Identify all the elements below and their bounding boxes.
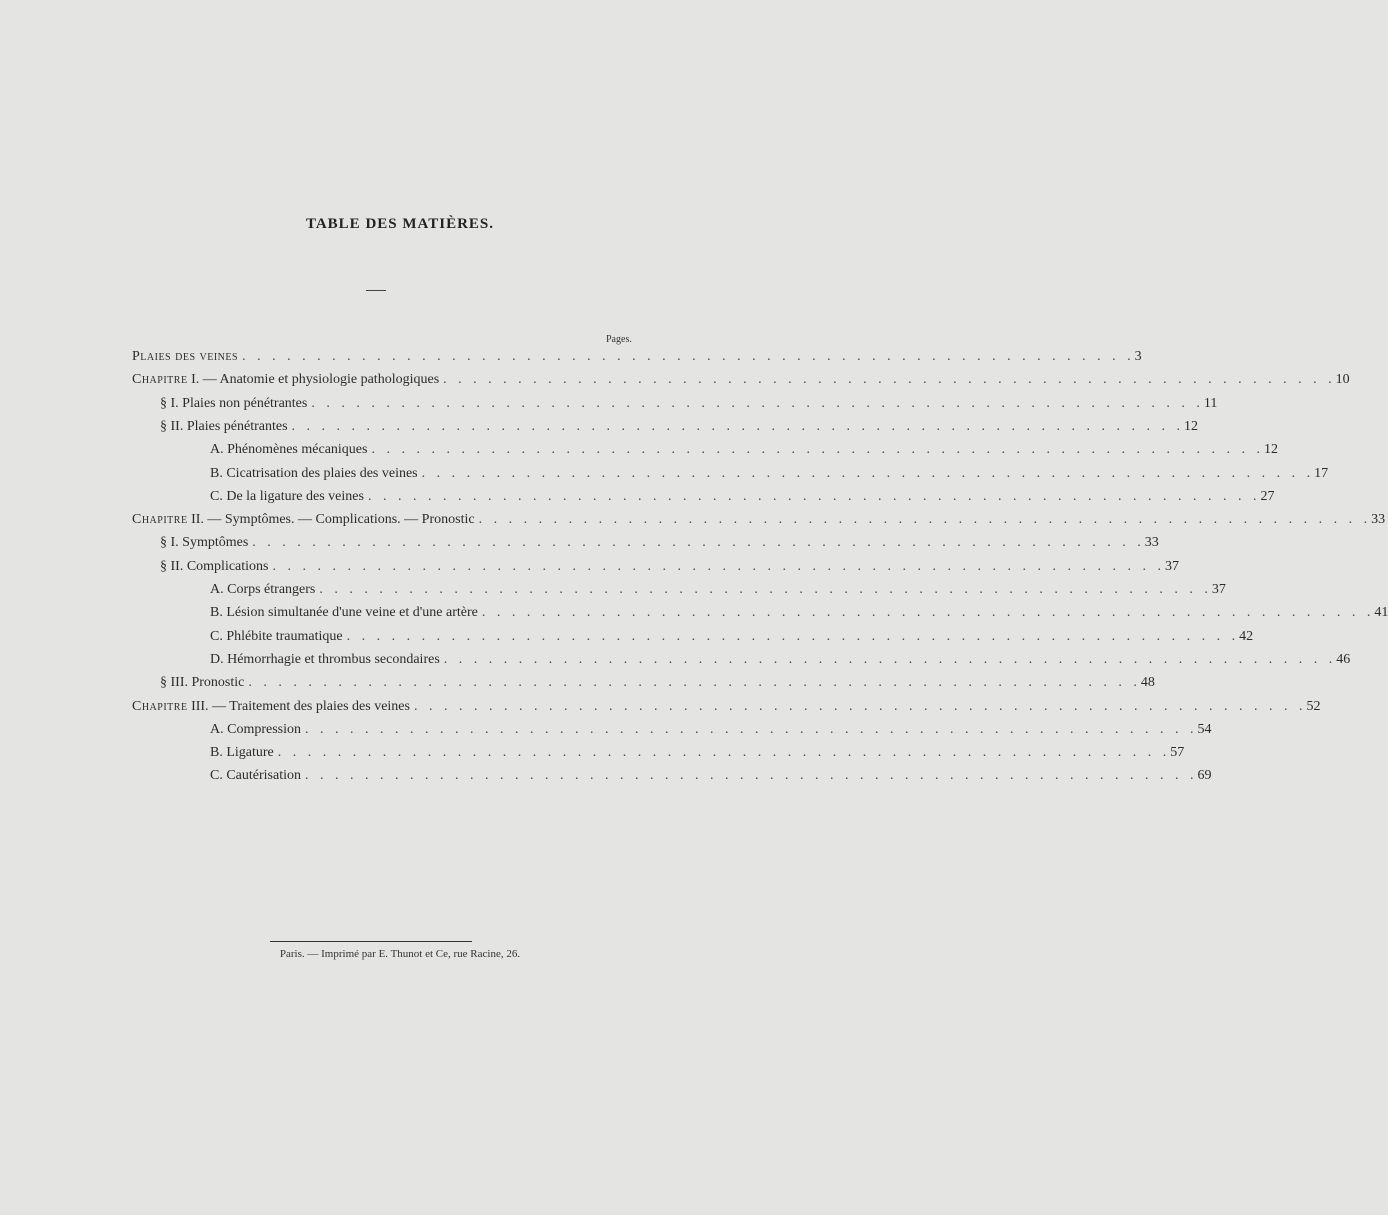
toc-entry-label: Chapitre III. — Traitement des plaies des veines xyxy=(132,698,410,714)
toc-entry-page: 37 xyxy=(1211,582,1226,597)
toc-entry xyxy=(210,439,1278,461)
toc-entry xyxy=(160,416,1199,438)
dot-leader: . . . . . . . . . . . . . . . . . . . . . . . . . . . . . . . . . . . . . . . . . . . . . . . . . . . . . . . . . . . . xyxy=(291,418,1185,434)
pages-column-label: Pages. xyxy=(606,334,632,345)
toc-entry-label: B. Cicatrisation des plaies des veines xyxy=(210,465,418,481)
dot-leader: . . . . . . . . . . . . . . . . . . . . . . . . . . . . . . . . . . . . . . . . . . . . . . . . . . . . . . . . . . . . xyxy=(319,582,1212,597)
toc-entry-page: 33 xyxy=(1144,535,1159,551)
toc-entry xyxy=(210,463,1329,485)
toc-entry xyxy=(160,556,1179,578)
toc-entry-label: Chapitre I. — Anatomie et physiologie pathologiques xyxy=(132,372,440,388)
toc-entry-label: B. Lésion simultanée d'une veine et d'une artère xyxy=(210,605,478,621)
dot-leader: . . . . . . . . . . . . . . . . . . . . . . . . . . . . . . . . . . . . . . . . . . . . . . . . . . . . . . . . . . . . xyxy=(367,488,1261,504)
toc-entry-label: § II. Complications xyxy=(160,558,269,574)
toc-entry-page: 69 xyxy=(1197,768,1212,784)
toc-entry-label: § II. Plaies pénétrantes xyxy=(160,418,288,434)
dot-leader: . . . . . . . . . . . . . . . . . . . . . . . . . . . . . . . . . . . . . . . . . . . . . . . . . . . . . . . . . . . . xyxy=(248,675,1141,691)
toc-entry-page: 3 xyxy=(1134,349,1142,364)
toc-entry-page: 41 xyxy=(1374,605,1388,621)
toc-entry-page: 10 xyxy=(1335,372,1350,388)
toc-entry xyxy=(210,719,1212,741)
toc-entry-label: § I. Plaies non pénétrantes xyxy=(160,395,308,411)
printer-imprint: Paris. — Imprimé par E. Thunot et Ce, rue Racine, 26. xyxy=(279,948,521,960)
dot-leader: . . . . . . . . . . . . . . . . . . . . . . . . . . . . . . . . . . . . . . . . . . . . . . . . . . . . . . . . . . . . xyxy=(478,512,1372,528)
toc-entry-label: B. Ligature xyxy=(210,745,274,761)
toc-entry xyxy=(132,509,1386,531)
toc-entry-label: Chapitre II. — Symptômes. — Complications. — Pronostic xyxy=(132,512,475,528)
toc-entry-label: A. Phénomènes mécaniques xyxy=(210,442,368,458)
toc-entry xyxy=(160,672,1155,694)
dot-leader: . . . . . . . . . . . . . . . . . . . . . . . . . . . . . . . . . . . . . . . . . . . . . . . . . . . . . . . . . . . . xyxy=(242,349,1135,364)
toc-entry xyxy=(132,696,1321,718)
toc-entry-label: A. Corps étrangers xyxy=(210,582,316,597)
toc-entry-label: C. De la ligature des veines xyxy=(210,488,364,504)
toc-entry-label: Plaies des veines xyxy=(132,349,239,364)
toc-entry xyxy=(210,649,1351,671)
toc-entry xyxy=(132,369,1350,391)
dot-leader: . . . . . . . . . . . . . . . . . . . . . . . . . . . . . . . . . . . . . . . . . . . . . . . . . . . . . . . . . . . . xyxy=(443,651,1337,667)
title-divider xyxy=(366,290,386,291)
show-through-texture xyxy=(205,120,211,146)
toc-entry xyxy=(160,532,1159,554)
dot-leader: . . . . . . . . . . . . . . . . . . . . . . . . . . . . . . . . . . . . . . . . . . . . . . . . . . . . . . . . . . . . xyxy=(443,372,1336,388)
dot-leader: . . . . . . . . . . . . . . . . . . . . . . . . . . . . . . . . . . . . . . . . . . . . . . . . . . . . . . . . . . . . xyxy=(346,628,1240,644)
toc-entry-page: 12 xyxy=(1184,418,1199,434)
dot-leader: . . . . . . . . . . . . . . . . . . . . . . . . . . . . . . . . . . . . . . . . . . . . . . . . . . . . . . . . . . . . xyxy=(277,745,1171,761)
toc-entry-page: 48 xyxy=(1140,675,1155,691)
toc-entry xyxy=(132,346,1142,368)
toc-entry-page: 37 xyxy=(1165,558,1179,574)
toc-title: TABLE DES MATIÈRES. xyxy=(305,216,495,232)
toc-entry-label: A. Compression xyxy=(210,721,301,737)
dot-leader: . . . . . . . . . . . . . . . . . . . . . . . . . . . . . . . . . . . . . . . . . . . . . . . . . . . . . . . . . . . . xyxy=(421,465,1315,481)
toc-entry-label: C. Phlébite traumatique xyxy=(210,628,343,644)
footer-divider xyxy=(270,941,472,942)
dot-leader: . . . . . . . . . . . . . . . . . . . . . . . . . . . . . . . . . . . . . . . . . . . . . . . . . . . . . . . . . . . . xyxy=(305,721,1198,737)
toc-entry-label: § III. Pronostic xyxy=(160,675,245,691)
dot-leader: . . . . . . . . . . . . . . . . . . . . . . . . . . . . . . . . . . . . . . . . . . . . . . . . . . . . . . . . . . . . xyxy=(252,535,1145,551)
toc-entry-page: 17 xyxy=(1314,465,1329,481)
toc-entry xyxy=(210,742,1185,764)
toc-entry-page: 42 xyxy=(1239,628,1254,644)
toc-entry xyxy=(210,626,1254,648)
toc-entry-page: 46 xyxy=(1336,651,1351,667)
toc-entry xyxy=(210,486,1275,508)
toc-entry-label: § I. Symptômes xyxy=(160,535,249,551)
toc-entry xyxy=(210,602,1388,624)
toc-entry-page: 52 xyxy=(1306,698,1321,714)
toc-entry-page: 27 xyxy=(1260,488,1275,504)
toc-entry-page: 12 xyxy=(1263,442,1278,458)
toc-entry-page: 57 xyxy=(1170,745,1185,761)
toc-entry-page: 11 xyxy=(1203,395,1218,411)
toc-entry-page: 33 xyxy=(1371,512,1386,528)
toc-entry-page: 54 xyxy=(1197,721,1212,737)
dot-leader: . . . . . . . . . . . . . . . . . . . . . . . . . . . . . . . . . . . . . . . . . . . . . . . . . . . . . . . . . . . . xyxy=(272,558,1165,574)
dot-leader: . . . . . . . . . . . . . . . . . . . . . . . . . . . . . . . . . . . . . . . . . . . . . . . . . . . . . . . . . . . . xyxy=(371,442,1264,458)
toc-entry xyxy=(210,579,1226,601)
toc-entry xyxy=(160,393,1218,415)
toc-entry-label: C. Cautérisation xyxy=(210,768,301,784)
toc-entry-label: D. Hémorrhagie et thrombus secondaires xyxy=(210,651,440,667)
toc-entry xyxy=(210,765,1212,787)
dot-leader: . . . . . . . . . . . . . . . . . . . . . . . . . . . . . . . . . . . . . . . . . . . . . . . . . . . . . . . . . . . . xyxy=(481,605,1375,621)
dot-leader: . . . . . . . . . . . . . . . . . . . . . . . . . . . . . . . . . . . . . . . . . . . . . . . . . . . . . . . . . . . . xyxy=(305,768,1198,784)
dot-leader: . . . . . . . . . . . . . . . . . . . . . . . . . . . . . . . . . . . . . . . . . . . . . . . . . . . . . . . . . . . . xyxy=(311,395,1204,411)
dot-leader: . . . . . . . . . . . . . . . . . . . . . . . . . . . . . . . . . . . . . . . . . . . . . . . . . . . . . . . . . . . . xyxy=(413,698,1307,714)
